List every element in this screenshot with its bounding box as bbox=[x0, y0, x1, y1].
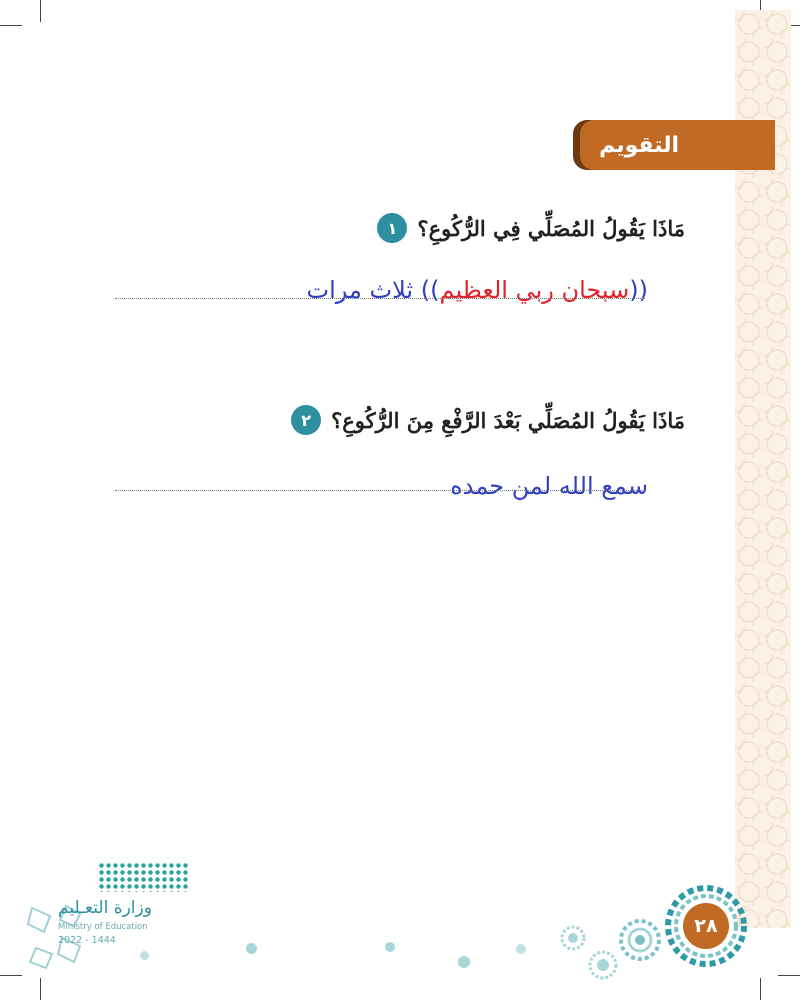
crop-mark bbox=[760, 978, 761, 1000]
page-number: ٢٨ bbox=[683, 903, 729, 949]
question-1 bbox=[377, 213, 685, 243]
decorative-dot bbox=[516, 944, 526, 954]
question-2 bbox=[291, 405, 685, 435]
flower-ornament-icon bbox=[588, 950, 618, 980]
ministry-name-arabic: وزارة التعـليم bbox=[58, 898, 152, 918]
decorative-dot bbox=[385, 942, 395, 952]
flower-ornament-icon bbox=[560, 925, 586, 951]
answer-2: سمع الله لمن حمده bbox=[450, 472, 648, 500]
ministry-year: 2022 - 1444 bbox=[58, 935, 116, 946]
answer-1 bbox=[307, 276, 648, 304]
answer-line bbox=[115, 298, 645, 299]
crop-mark bbox=[0, 975, 22, 976]
page-number-badge bbox=[665, 885, 747, 967]
ministry-name-english: Ministry of Education bbox=[58, 922, 148, 932]
crop-mark bbox=[40, 0, 41, 22]
crop-mark bbox=[0, 25, 22, 26]
decorative-dot bbox=[458, 956, 470, 968]
ministry-logo-dots bbox=[98, 862, 190, 892]
answer-suffix: ثلاث مرات bbox=[306, 276, 421, 304]
flower-ornament-icon bbox=[618, 918, 662, 962]
answer-line bbox=[115, 490, 645, 491]
section-title: التقويم bbox=[599, 132, 679, 158]
answer-close-brackets: )) bbox=[420, 276, 440, 304]
decorative-dot bbox=[140, 951, 149, 960]
section-title-ribbon bbox=[580, 120, 775, 170]
question-number-badge: ٢ bbox=[291, 405, 321, 435]
decorative-dot bbox=[246, 943, 257, 954]
answer-phrase: سبحان ربي العظيم bbox=[439, 276, 630, 304]
question-text: مَاذَا يَقُولُ المُصَلِّي فِي الرُّكُوعِ؟ bbox=[417, 215, 685, 241]
question-number-badge: ١ bbox=[377, 213, 407, 243]
answer-open-brackets: (( bbox=[629, 276, 648, 304]
crop-mark bbox=[778, 975, 800, 976]
question-text: مَاذَا يَقُولُ المُصَلِّي بَعْدَ الرَّفْعِ مِنَ الرُّكُوعِ؟ bbox=[331, 407, 685, 433]
